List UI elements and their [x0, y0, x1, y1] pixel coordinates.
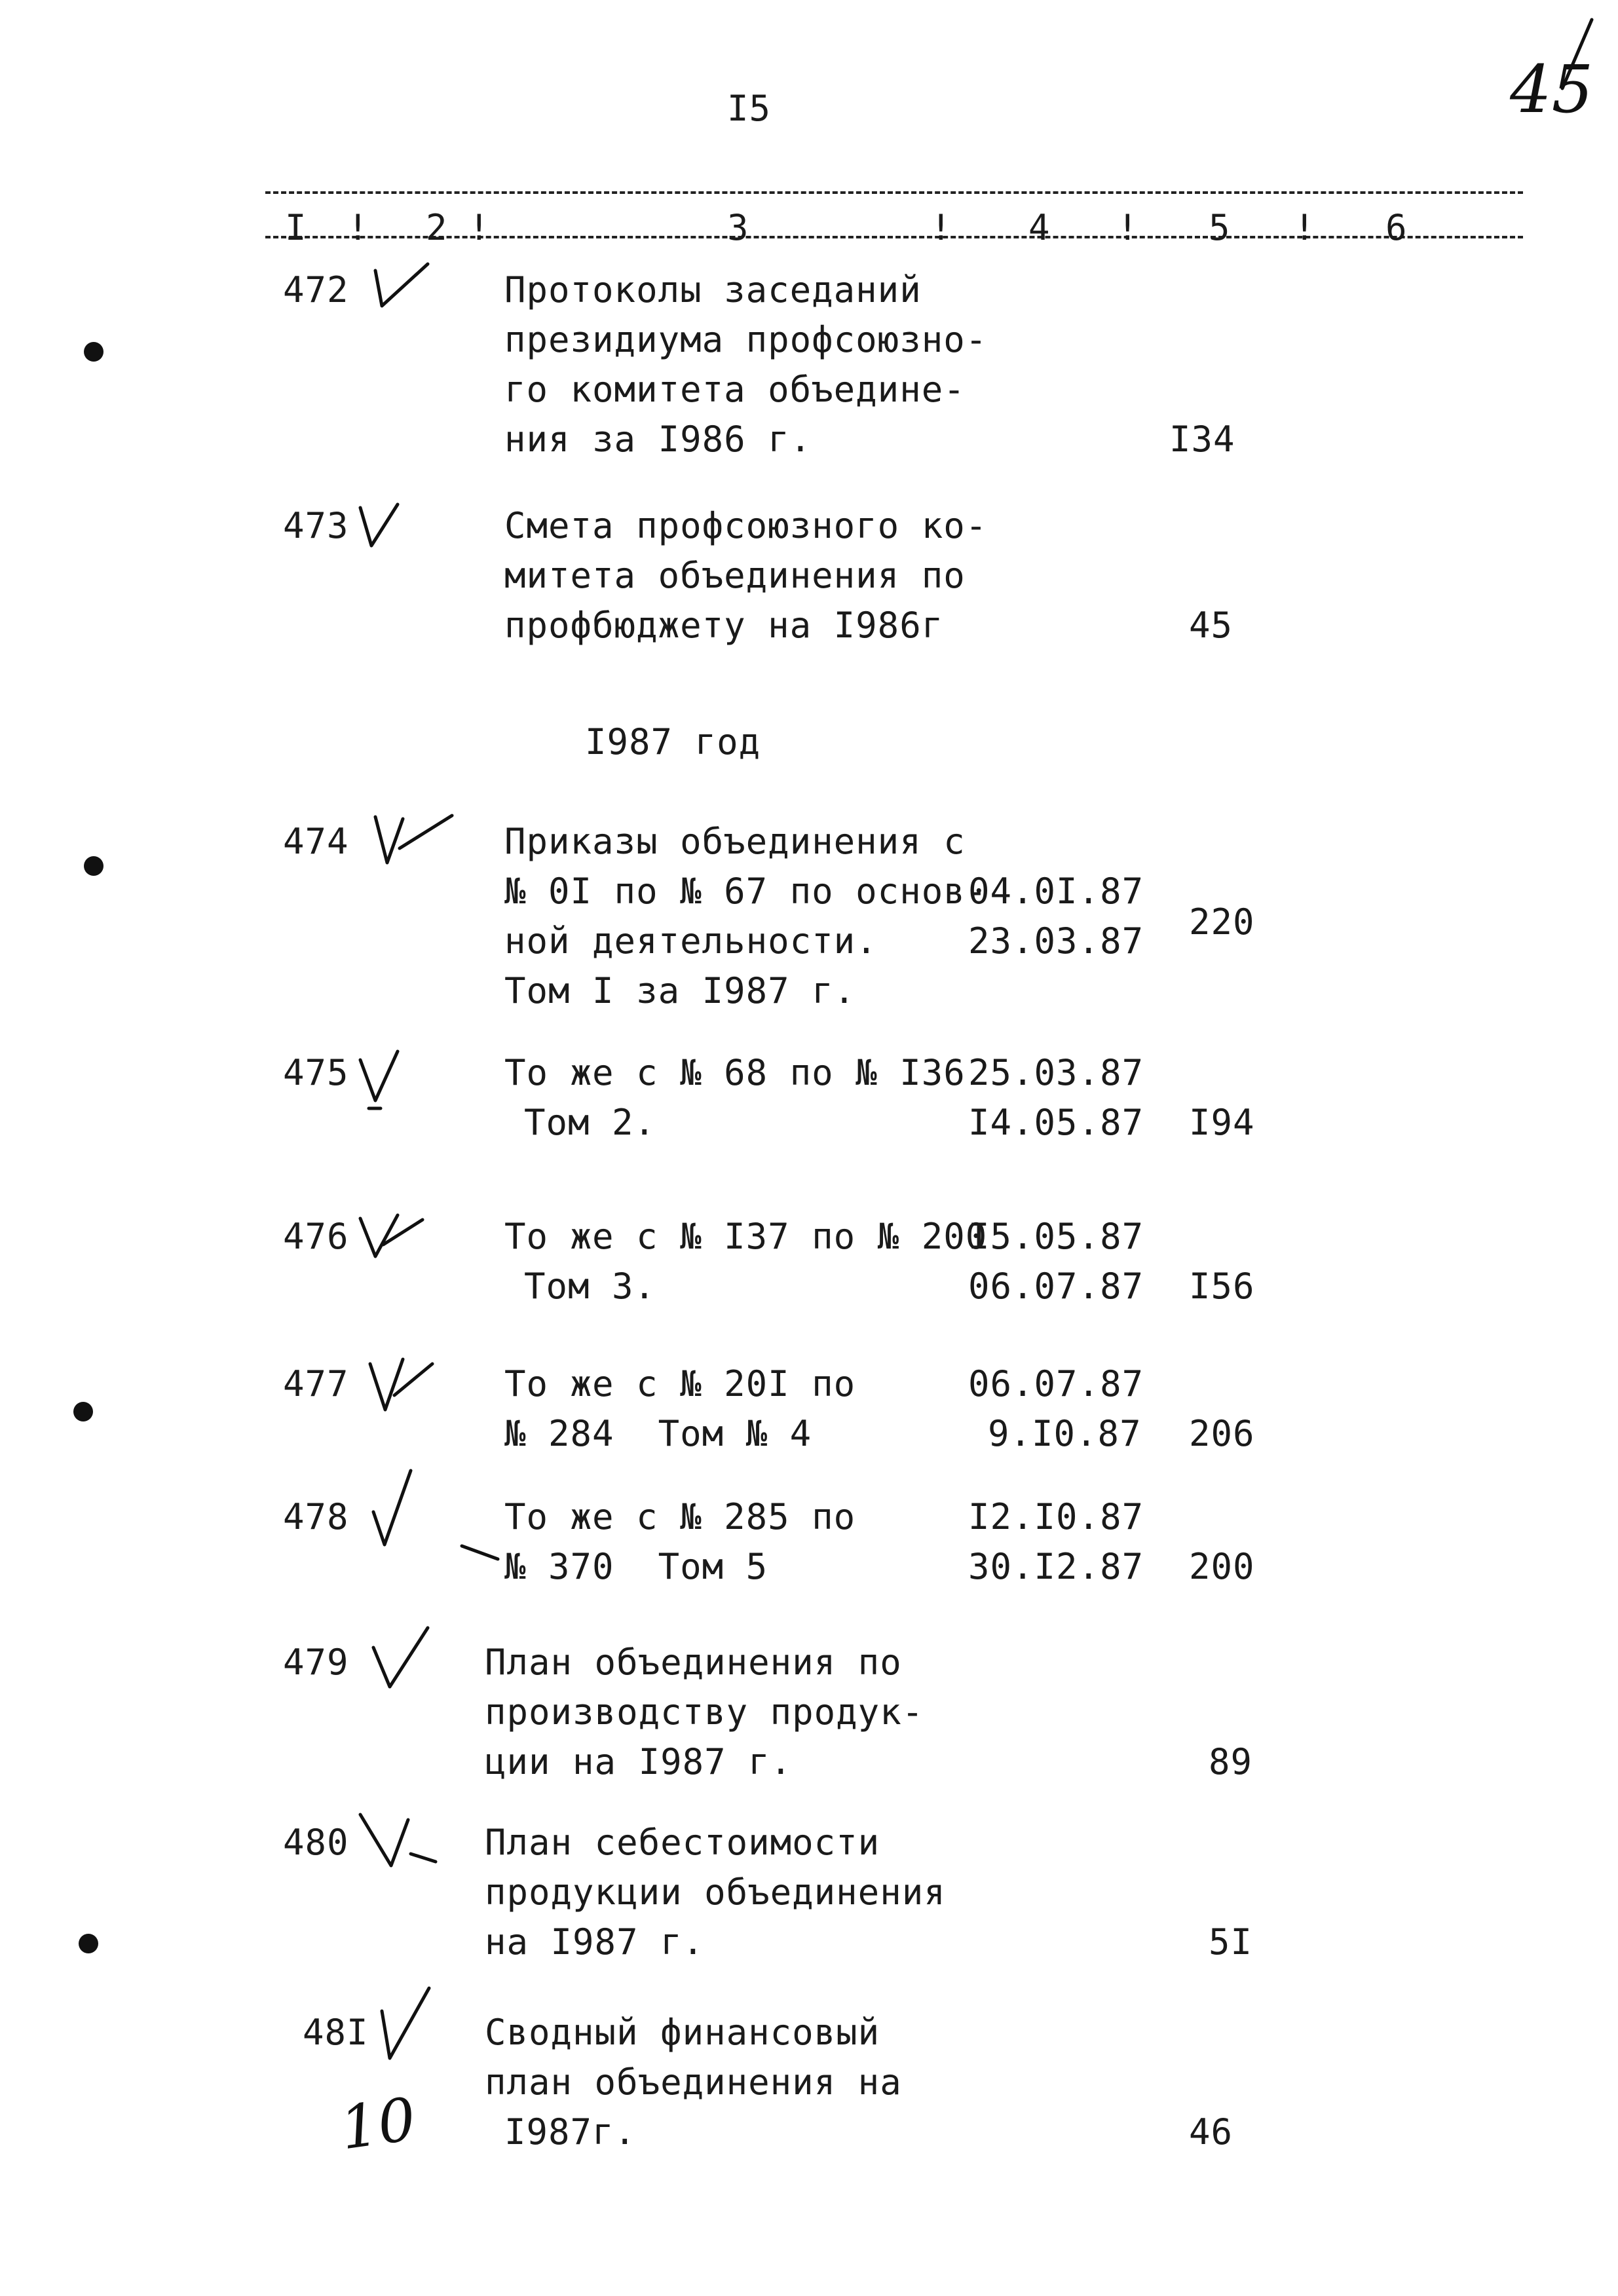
- column-separator: !: [1117, 207, 1139, 248]
- entry-title-line: Том 3.: [524, 1266, 656, 1307]
- entry-title-line: президиума профсоюзно-: [504, 319, 988, 360]
- entry-number: 473: [283, 505, 349, 546]
- column-number: 4: [1028, 207, 1051, 248]
- header-rule-top: [265, 191, 1523, 194]
- entry-title-line: № 0I по № 67 по основ-: [504, 871, 988, 912]
- punch-hole: [84, 856, 103, 876]
- entry-title-line: митета объединения по: [504, 555, 966, 596]
- entry-title-line: профбюджету на I986г: [504, 605, 944, 646]
- entry-sheet-count: I34: [1169, 419, 1235, 460]
- entry-title-line: То же с № I37 по № 200: [504, 1216, 988, 1257]
- check-mark: [377, 1985, 436, 2067]
- entry-title-line: Том 2.: [524, 1102, 656, 1143]
- column-number: I: [285, 207, 307, 248]
- entry-title-line: Протоколы заседаний: [504, 269, 922, 311]
- entry-title-line: ной деятельности.: [504, 920, 878, 962]
- column-separator: !: [347, 207, 369, 248]
- entry-title-line: I987г.: [504, 2111, 637, 2153]
- column-number: 2: [426, 207, 448, 248]
- entry-sheet-count: 46: [1189, 2111, 1233, 2153]
- entry-number: 479: [283, 1642, 349, 1683]
- check-mark: [357, 501, 409, 554]
- punch-hole: [73, 1402, 93, 1421]
- check-mark: [357, 1808, 442, 1873]
- entry-number: 480: [283, 1822, 349, 1863]
- entry-title-line: план объединения на: [485, 2061, 902, 2103]
- entry-date-start: I2.I0.87: [968, 1496, 1144, 1537]
- column-number: 6: [1385, 207, 1408, 248]
- page-number: I5: [727, 88, 772, 129]
- entry-title-line: № 370 Том 5: [504, 1546, 768, 1587]
- entry-title-line: Сводный финансовый: [485, 2012, 880, 2053]
- entry-title-line: продукции объединения: [485, 1872, 946, 1913]
- check-mark: [370, 809, 455, 871]
- entry-date-end: I4.05.87: [968, 1102, 1144, 1143]
- column-number: 5: [1209, 207, 1231, 248]
- column-separator: !: [930, 207, 952, 248]
- column-number: 3: [727, 207, 749, 248]
- folio-slash-mark: [1559, 16, 1598, 95]
- check-mark: [370, 1467, 423, 1553]
- entry-title-line: План себестоимости: [485, 1822, 880, 1863]
- entry-sheet-count: 89: [1209, 1741, 1253, 1782]
- entry-date-start: 04.0I.87: [968, 871, 1144, 912]
- entry-title-line: План объединения по: [485, 1642, 902, 1683]
- entry-sheet-count: 220: [1189, 901, 1255, 943]
- entry-date-end: 23.03.87: [968, 920, 1144, 962]
- entry-title-line: То же с № 285 по: [504, 1496, 856, 1537]
- entry-title-line: Приказы объединения с: [504, 821, 966, 862]
- entry-date-start: I5.05.87: [968, 1216, 1144, 1257]
- header-rule-bottom: [265, 236, 1523, 238]
- entry-title-line: Смета профсоюзного ко-: [504, 505, 988, 546]
- entry-number: 48I: [303, 2012, 369, 2053]
- dash-mark: [459, 1543, 504, 1562]
- entry-number: 476: [283, 1216, 349, 1257]
- check-mark: [370, 259, 436, 318]
- column-separator: !: [468, 207, 491, 248]
- entry-date-end: 06.07.87: [968, 1266, 1144, 1307]
- entry-title-line: ции на I987 г.: [485, 1741, 793, 1782]
- entry-title-line: на I987 г.: [485, 1921, 705, 1963]
- entry-sheet-count: I56: [1189, 1266, 1255, 1307]
- entry-date-start: 06.07.87: [968, 1363, 1144, 1404]
- entry-date-end: 9.I0.87: [988, 1413, 1142, 1454]
- handwritten-note: 10: [336, 2084, 421, 2164]
- entry-title-line: го комитета объедине-: [504, 369, 966, 410]
- check-mark: [370, 1625, 436, 1693]
- entry-date-end: 30.I2.87: [968, 1546, 1144, 1587]
- check-mark: [367, 1356, 439, 1418]
- entry-title-line: № 284 Том № 4: [504, 1413, 812, 1454]
- folio-stamp: 45: [1510, 51, 1594, 128]
- entry-sheet-count: 206: [1189, 1413, 1255, 1454]
- entry-number: 477: [283, 1363, 349, 1404]
- entry-number: 474: [283, 821, 349, 862]
- check-mark: [357, 1048, 409, 1110]
- punch-hole: [84, 342, 103, 362]
- year-heading: I987 год: [585, 721, 761, 762]
- entry-sheet-count: I94: [1189, 1102, 1255, 1143]
- entry-title-line: То же с № 20I по: [504, 1363, 856, 1404]
- entry-title-line: производству продук-: [485, 1691, 924, 1733]
- entry-title-line: То же с № 68 по № I36: [504, 1052, 966, 1093]
- entry-sheet-count: 200: [1189, 1546, 1255, 1587]
- entry-title-line: Том I за I987 г.: [504, 970, 856, 1011]
- entry-number: 475: [283, 1052, 349, 1093]
- entry-number: 472: [283, 269, 349, 311]
- entry-number: 478: [283, 1496, 349, 1537]
- entry-sheet-count: 5I: [1209, 1921, 1253, 1963]
- punch-hole: [79, 1934, 98, 1953]
- entry-sheet-count: 45: [1189, 605, 1233, 646]
- entry-date-start: 25.03.87: [968, 1052, 1144, 1093]
- check-mark: [357, 1212, 429, 1268]
- entry-title-line: ния за I986 г.: [504, 419, 812, 460]
- column-separator: !: [1294, 207, 1316, 248]
